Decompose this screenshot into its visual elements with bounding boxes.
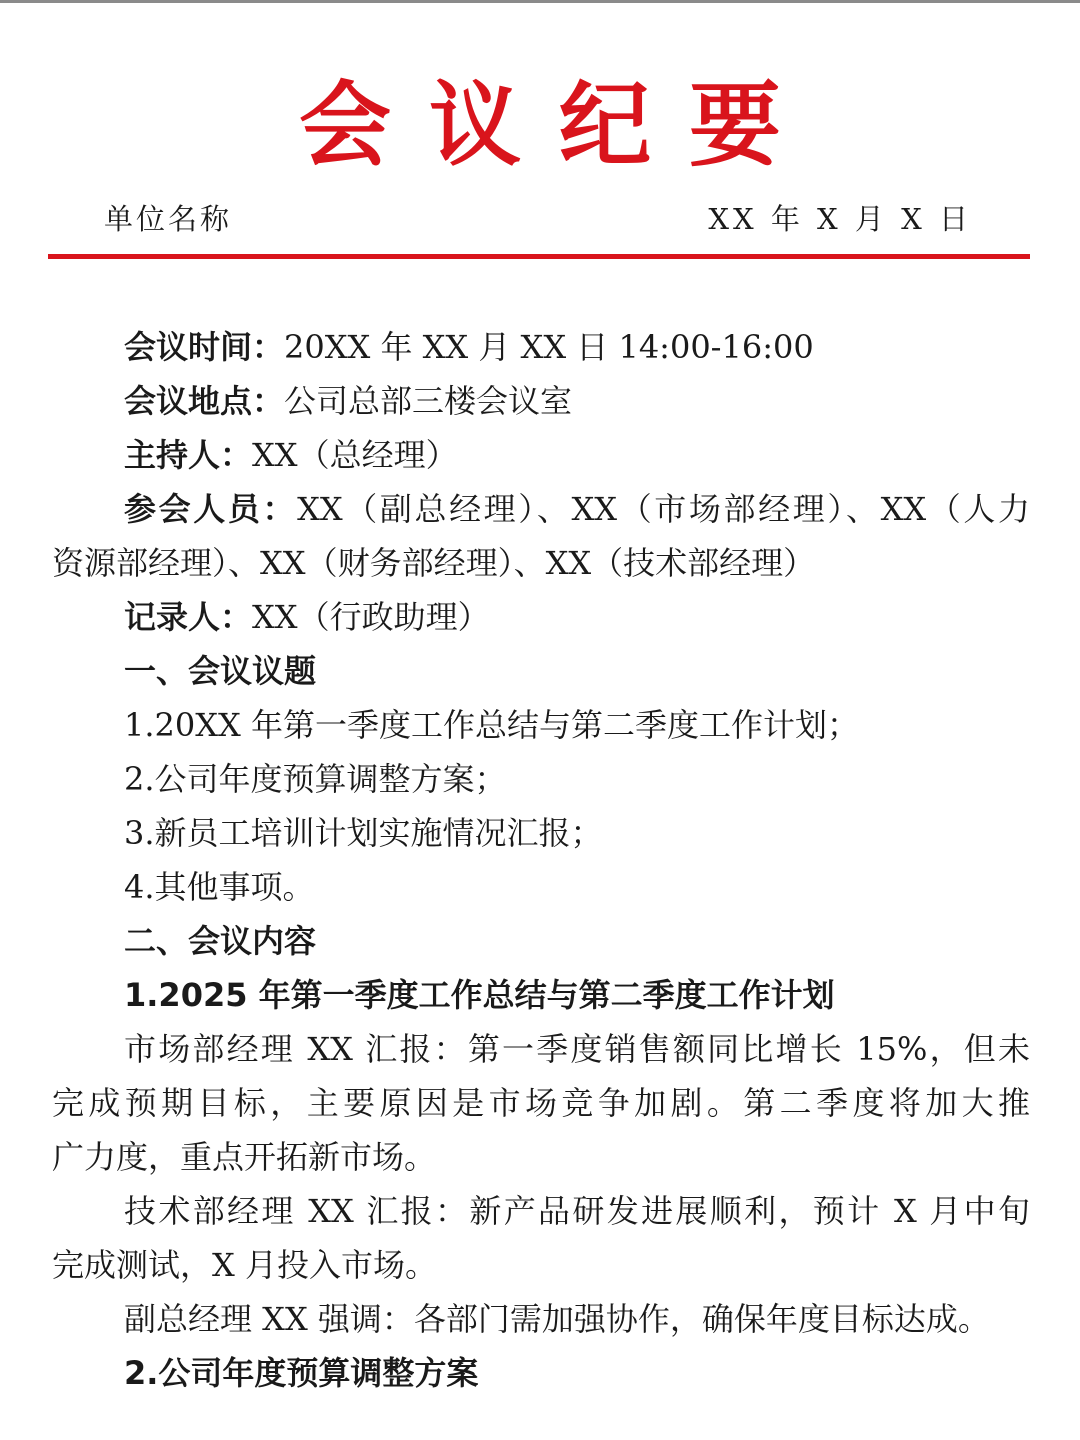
meeting-place	[52, 374, 1030, 428]
value: XX（总经理）	[252, 436, 458, 474]
content-heading: 二、会议内容	[124, 922, 317, 960]
value: XX（副总经理）、XX（市场部经理）、XX（人力	[297, 490, 1030, 528]
document-body	[52, 320, 1030, 1400]
paragraph-line: 广力度，重点开拓新市场。	[52, 1138, 437, 1176]
meeting-attendees	[52, 482, 1030, 536]
paragraph-line: 完成测试，X 月投入市场。	[52, 1246, 437, 1284]
section-2-title: 2.公司年度预算调整方案	[124, 1354, 479, 1392]
meeting-recorder	[52, 590, 1030, 644]
agenda-item: 1.20XX 年第一季度工作总结与第二季度工作计划；	[124, 706, 859, 744]
meeting-time	[52, 320, 1030, 374]
agenda-heading: 一、会议议题	[124, 652, 317, 690]
label: 会议时间：	[124, 328, 285, 366]
value: 20XX 年 XX 月 XX 日 14:00-16:00	[284, 328, 814, 366]
agenda-item: 2.公司年度预算调整方案；	[124, 760, 507, 798]
document-date: XX 年 X 月 X 日	[708, 202, 972, 236]
label: 记录人：	[124, 598, 253, 636]
red-divider	[48, 254, 1030, 259]
value: XX（行政助理）	[252, 598, 490, 636]
meeting-attendees-cont: 资源部经理）、XX（财务部经理）、XX（技术部经理）	[52, 544, 816, 582]
paragraph-line: 技术部经理 XX 汇报：新产品研发进展顺利，预计 X 月中旬	[124, 1192, 1030, 1230]
paragraph-line: 副总经理 XX 强调：各部门需加强协作，确保年度目标达成。	[124, 1300, 990, 1338]
unit-name: 单位名称	[104, 202, 233, 236]
paragraph-line: 市场部经理 XX 汇报：第一季度销售额同比增长 15%，但未	[124, 1030, 1030, 1068]
section-1-title: 1.2025 年第一季度工作总结与第二季度工作计划	[124, 976, 835, 1014]
paragraph-line: 完成预期目标，主要原因是市场竞争加剧。第二季度将加大推	[52, 1084, 1030, 1122]
label: 会议地点：	[124, 382, 285, 420]
value: 公司总部三楼会议室	[284, 382, 573, 420]
document-title: 会议纪要	[298, 72, 819, 179]
label: 主持人：	[124, 436, 253, 474]
meeting-host	[52, 428, 1030, 482]
label: 参会人员：	[124, 490, 298, 528]
top-border	[0, 0, 1080, 3]
agenda-item: 4.其他事项。	[124, 868, 315, 906]
agenda-item: 3.新员工培训计划实施情况汇报；	[124, 814, 603, 852]
